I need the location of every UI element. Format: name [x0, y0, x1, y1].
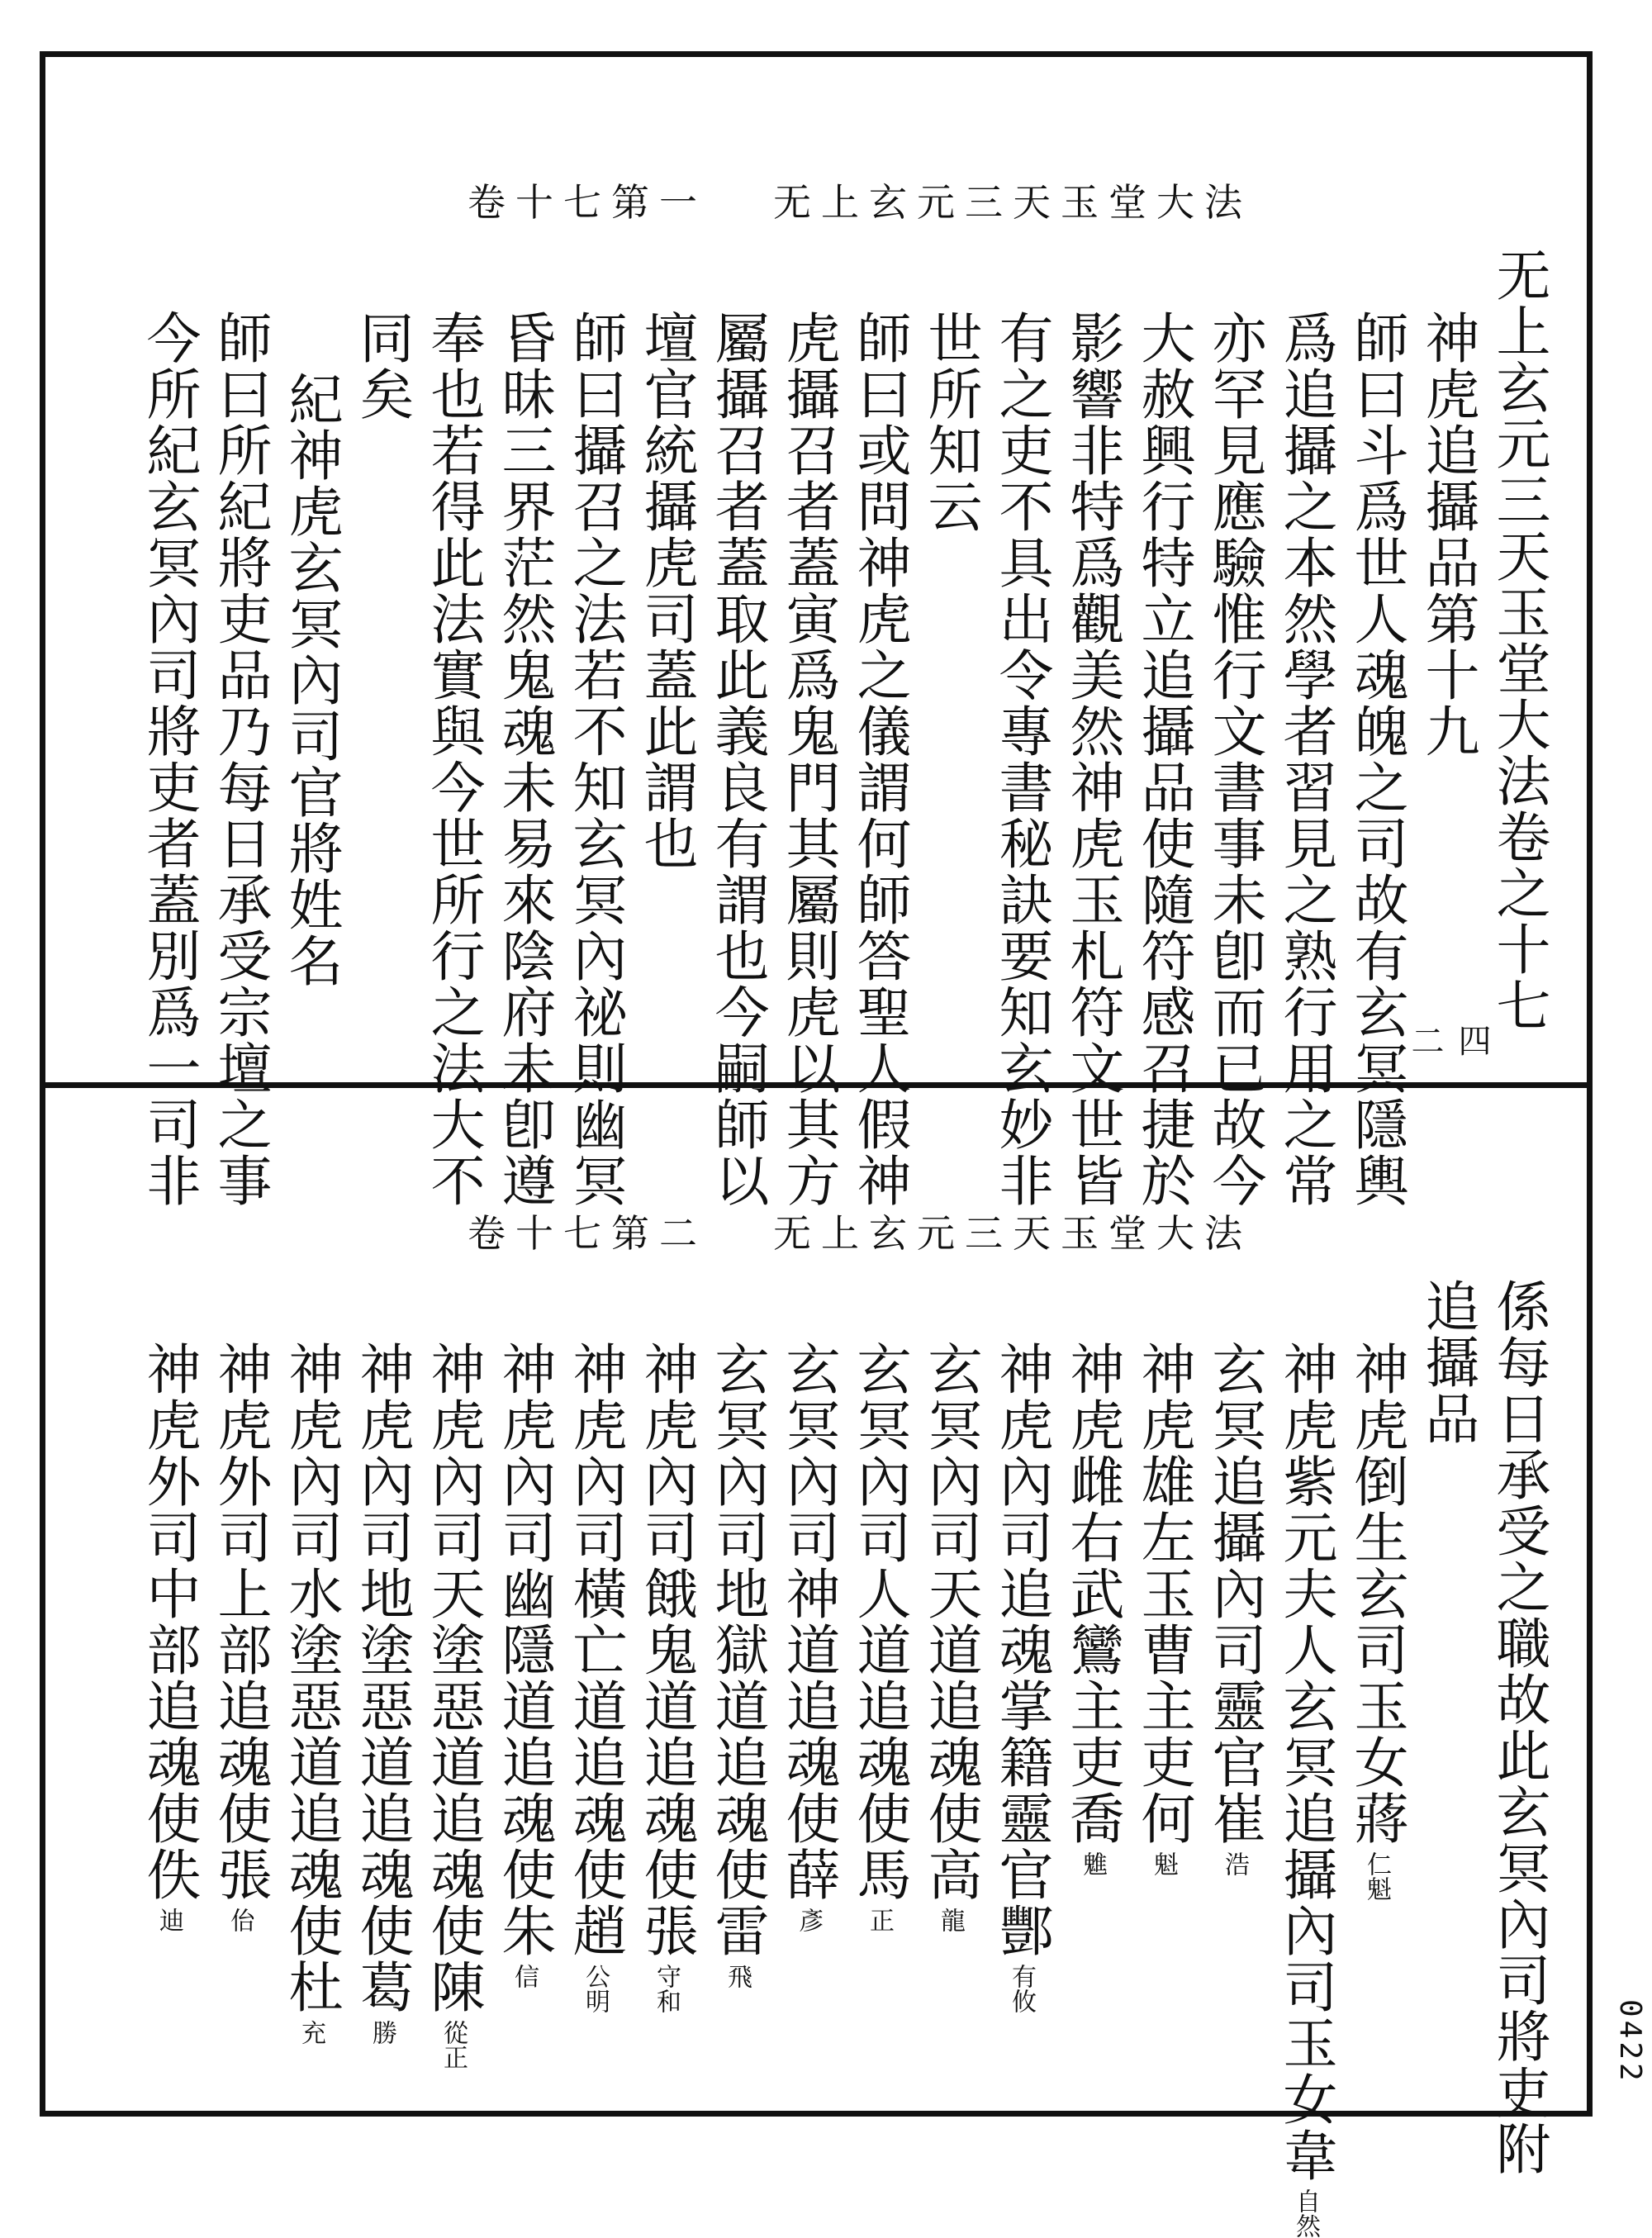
- column-text: 神虎內司天塗惡道追魂使陳: [421, 1341, 485, 2015]
- column-text: 玄冥內司地獄道追魂使雷: [705, 1341, 769, 1959]
- name-note: 正: [865, 1908, 894, 1932]
- text-column: 世所知云: [919, 310, 982, 535]
- column-text: 神虎外司上部追魂使張: [208, 1341, 272, 1903]
- list-column: [346, 1278, 417, 2088]
- column-text: 神虎紫元夫人玄冥追攝內司玉女韋: [1274, 1341, 1337, 2183]
- list-column: [417, 1278, 488, 2088]
- text-column: 屬攝召者蓋取此義良有謂也今嗣師以: [705, 310, 769, 1209]
- text-column: 同矣: [350, 310, 414, 422]
- text-column: 師曰攝召之法若不知玄冥內祕則幽冥: [563, 310, 627, 1209]
- column-text: 神虎內司餓鬼道追魂使張: [634, 1341, 698, 1959]
- list-column: [1483, 1278, 1554, 2177]
- text-column: 師曰所紀將吏品乃每日承受宗壇之事: [208, 310, 272, 1209]
- column-text: 神虎內司橫亡道追魂使趙: [563, 1341, 627, 1959]
- name-note: 魁: [1149, 1851, 1178, 1876]
- text-column: 影響非特爲觀美然神虎玉札符文世皆: [1061, 310, 1124, 1209]
- list-column: [630, 1278, 701, 2088]
- text-column: 神虎追攝品第十九: [1416, 310, 1479, 759]
- name-note: 魋: [1078, 1851, 1107, 1876]
- text-column: 紀神虎玄冥內司官將姓名: [279, 371, 343, 989]
- list-column: [701, 1278, 772, 2088]
- list-column: [843, 1278, 914, 2088]
- name-note: 從正: [439, 2020, 468, 2069]
- list-column: [772, 1278, 843, 2088]
- page-number: 0422: [1613, 1999, 1647, 2084]
- list-column: [914, 1278, 985, 2088]
- top-panel: [45, 57, 1587, 1209]
- text-column: 有之吏不具出令專書秘訣要知玄妙非: [990, 310, 1053, 1209]
- list-column: [1056, 1278, 1127, 2088]
- column-text: 玄冥內司人道追魂使馬: [847, 1341, 911, 1903]
- list-column: [985, 1278, 1056, 2088]
- column-text: 玄冥內司神道追魂使薛: [776, 1341, 840, 1903]
- text-column: 昏昧三界茫然鬼魂未易來陰府未卽遵: [492, 310, 556, 1209]
- leaf-mark: 四二: [1406, 1024, 1491, 1057]
- bottom-header-title: 无上玄元三天玉堂大法: [773, 1211, 1252, 1256]
- top-header-title: 无上玄元三天玉堂大法: [773, 180, 1252, 225]
- column-text: 神虎雄左玉曹主吏何: [1132, 1341, 1195, 1846]
- name-note: 龍: [936, 1908, 965, 1932]
- text-column: 爲追攝之本然學者習見之熟行用之常: [1274, 310, 1337, 1209]
- column-text: 神虎內司追魂掌籍靈官酆: [990, 1341, 1053, 1959]
- name-note: 充: [297, 2020, 325, 2045]
- name-note: 佁: [225, 1908, 254, 1932]
- bottom-header: [468, 1204, 1252, 1258]
- list-column: [1341, 1278, 1412, 2088]
- name-note: 仁魁: [1362, 1851, 1391, 1901]
- bottom-panel: [45, 1088, 1587, 2238]
- name-note: 浩: [1220, 1851, 1249, 1876]
- list-column: [133, 1278, 204, 2088]
- name-note: 公明: [581, 1964, 610, 2013]
- text-column: 亦罕見應驗惟行文書事未卽而已故今: [1203, 310, 1266, 1209]
- name-note: 守和: [652, 1964, 681, 2013]
- list-column: [488, 1278, 559, 2088]
- list-column: [1127, 1278, 1199, 2088]
- name-note: 迪: [154, 1908, 183, 1932]
- list-column: [204, 1278, 275, 2088]
- text-column: 師曰或問神虎之儀謂何師答聖人假神: [847, 310, 911, 1209]
- list-column: [1412, 1278, 1483, 2088]
- text-column: 无上玄元三天玉堂大法卷之十七: [1487, 247, 1550, 1033]
- column-text: 神虎內司地塗惡道追魂使葛: [350, 1341, 414, 2015]
- text-column: 奉也若得此法實與今世所行之法大不: [421, 310, 485, 1209]
- column-text: 追攝品: [1416, 1278, 1479, 1447]
- name-note: 飛: [723, 1964, 752, 1989]
- name-note: 勝: [368, 2020, 396, 2045]
- name-note: 自然: [1291, 2188, 1320, 2238]
- list-column: [1199, 1278, 1270, 2088]
- name-note: 有攸: [1007, 1964, 1036, 2013]
- column-text: 神虎內司幽隱道追魂使朱: [492, 1341, 556, 1959]
- text-column: 虎攝召者蓋寅爲鬼門其屬則虎以其方: [776, 310, 840, 1209]
- text-column: 師曰斗爲世人魂魄之司故有玄冥隱輿: [1345, 310, 1408, 1209]
- bottom-text-columns: [133, 1278, 1554, 2238]
- list-column: [1270, 1278, 1341, 2238]
- text-column: 今所紀玄冥內司將吏者蓋別爲一司非: [137, 310, 201, 1209]
- column-text: 神虎雌右武鸞主吏喬: [1061, 1341, 1124, 1846]
- column-text: 神虎倒生玄司玉女蔣: [1345, 1341, 1408, 1846]
- name-note: 彥: [794, 1908, 823, 1932]
- top-header: [468, 173, 1252, 227]
- column-text: 神虎內司水塗惡道追魂使杜: [279, 1341, 343, 2015]
- name-note: 信: [510, 1964, 539, 1989]
- list-column: [275, 1278, 346, 2088]
- text-column: 壇官統攝虎司蓋此謂也: [634, 310, 698, 872]
- column-text: 玄冥追攝內司靈官崔: [1203, 1341, 1266, 1846]
- top-text-columns: [133, 247, 1554, 1209]
- column-text: 玄冥內司天道追魂使高: [919, 1341, 982, 1903]
- top-header-volume: 卷十七第一: [468, 180, 707, 225]
- text-column: 大赦興行特立追攝品使隨符感召捷於: [1132, 310, 1195, 1209]
- bottom-header-volume: 卷十七第二: [468, 1211, 707, 1256]
- column-text: 神虎外司中部追魂使佚: [137, 1341, 201, 1903]
- column-text: 係每日承受之職故此玄冥內司將吏附: [1487, 1278, 1550, 2177]
- list-column: [559, 1278, 630, 2088]
